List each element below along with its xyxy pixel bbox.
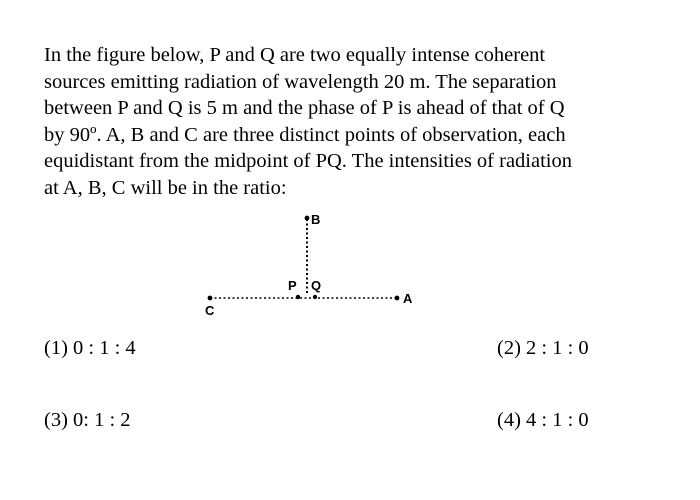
option-4: (4) 4 : 1 : 0	[497, 409, 589, 431]
option-1: (1) 0 : 1 : 4	[44, 337, 136, 359]
option-3: (3) 0: 1 : 2	[44, 409, 131, 431]
question-line: by 90º. A, B and C are three distinct points of observation, each	[44, 123, 566, 146]
question-line: In the figure below, P and Q are two equally intense coherent	[44, 44, 546, 66]
question-line: equidistant from the midpoint of PQ. The intensities of radiation	[44, 150, 572, 173]
question-line: between P and Q is 5 m and the phase of P is ahead of that of Q	[44, 97, 565, 120]
question-text	[44, 42, 644, 202]
option-2: (2) 2 : 1 : 0	[497, 337, 589, 359]
label-c: C	[205, 303, 215, 318]
label-q: Q	[311, 278, 322, 293]
point-b	[305, 216, 310, 221]
label-b: B	[311, 212, 321, 227]
source-q	[313, 295, 317, 299]
figure-diagram	[190, 205, 430, 330]
label-p: P	[288, 278, 297, 293]
question-line: sources emitting radiation of wavelength 20 m. The separation	[44, 70, 557, 93]
point-c	[208, 296, 213, 301]
question-line: at A, B, C will be in the ratio:	[44, 176, 287, 199]
label-a: A	[403, 291, 413, 306]
point-a	[395, 296, 400, 301]
source-geometry-figure	[190, 205, 430, 330]
source-p	[296, 295, 300, 299]
